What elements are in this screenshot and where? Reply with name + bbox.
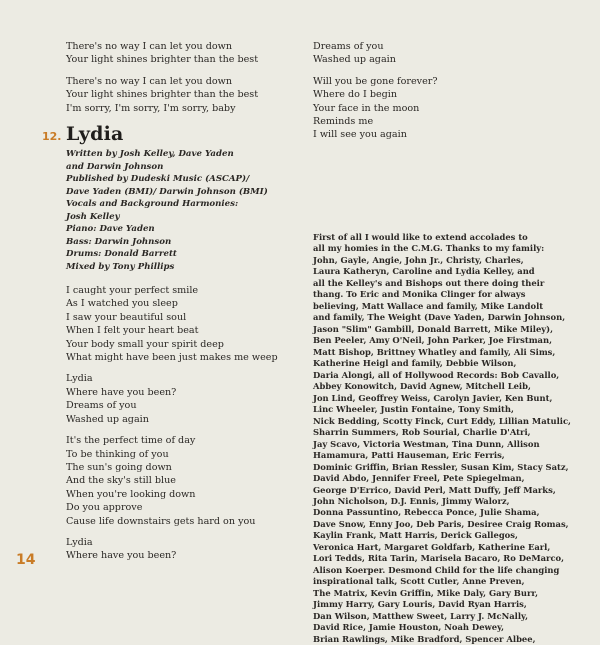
- lyric-line: There's no way I can let you down: [66, 75, 233, 87]
- thanks-line: thang. To Eric and Monika Clinger for always: [313, 289, 526, 300]
- thanks-line: Abbey Konowitch, David Agnew, Mitchell Leib,: [313, 381, 531, 392]
- thanks-line: Jason "Slim" Gambill, Donald Barrett, Mike Miley),: [313, 323, 554, 334]
- lyric-line: When you're looking down: [66, 488, 196, 500]
- credit-line: Josh Kelley: [66, 211, 120, 222]
- thanks-line: Katherine Heigl and family, Debbie Wilson,: [313, 358, 517, 369]
- thanks-line: all my homies in the C.M.G. Thanks to my family:: [313, 243, 545, 254]
- thanks-line: The Matrix, Kevin Griffin, Mike Daly, Gary Burr,: [313, 587, 539, 598]
- thank-you-notes: [313, 232, 575, 645]
- thanks-line: Jay Scavo, Victoria Westman, Tina Dunn, Allison: [313, 438, 540, 449]
- thanks-line: Laura Katheryn, Caroline and Lydia Kelley, and: [313, 266, 535, 277]
- credit-line: Dave Yaden (BMI)/ Darwin Johnson (BMI): [66, 186, 268, 197]
- lyric-line: I'm sorry, I'm sorry, I'm sorry, baby: [66, 102, 236, 114]
- credit-line: and Darwin Johnson: [66, 161, 164, 172]
- thanks-line: Brian Rawlings, Mike Bradford, Spencer Albee,: [313, 633, 536, 644]
- lyric-line: It's the perfect time of day: [66, 435, 196, 447]
- lyric-line: Your face in the moon: [313, 102, 420, 114]
- lyric-line: Your light shines brighter than the best: [66, 89, 259, 101]
- page-number: 14: [16, 552, 36, 568]
- lyric-line: I will see you again: [313, 129, 407, 141]
- thanks-line: David Abdo, Jennifer Freel, Pete Spiegelman,: [313, 473, 525, 484]
- right-column: [313, 40, 575, 645]
- lyric-line: When I felt your heart beat: [66, 325, 199, 337]
- lyric-stanza: [66, 536, 316, 563]
- lyric-line: There's no way I can let you down: [66, 41, 233, 52]
- lyrics-continued: [313, 40, 575, 142]
- thanks-line: Daria Alongi, all of Hollywood Records: Bob Cavallo,: [313, 369, 560, 380]
- thanks-line: Hamamura, Patti Hauseman, Eric Ferris,: [313, 450, 505, 461]
- lyric-line: Reminds me: [313, 116, 374, 128]
- lyric-line: Dreams of you: [313, 41, 384, 52]
- thanks-line: Linc Wheeler, Justin Fontaine, Tony Smith,: [313, 404, 514, 415]
- lyric-line: Washed up again: [66, 413, 149, 425]
- lyric-line: And the sky's still blue: [66, 475, 176, 487]
- lyric-line: Your light shines brighter than the best: [66, 54, 259, 66]
- lyrics-bottom: [66, 284, 316, 563]
- thanks-line: David Rice, Jamie Houston, Noah Dewey,: [313, 622, 505, 633]
- lyrics-top: [66, 40, 316, 115]
- credit-line: Piano: Dave Yaden: [66, 224, 155, 235]
- track-number: 12.: [42, 130, 62, 144]
- lyric-line: Lydia: [66, 536, 93, 548]
- lyric-line: As I watched you sleep: [66, 298, 178, 310]
- credit-line: Mixed by Tony Phillips: [66, 261, 175, 272]
- song-heading: [42, 123, 316, 146]
- lyric-line: Where have you been?: [66, 550, 177, 562]
- lyric-stanza: [313, 40, 575, 67]
- thanks-line: Donna Passuntino, Rebecca Ponce, Julie Shama,: [313, 507, 540, 518]
- lyric-line: Will you be gone forever?: [313, 75, 438, 87]
- lyric-line: Where do I begin: [313, 89, 398, 101]
- thanks-line: Jon Lind, Geoffrey Weiss, Carolyn Javier, Ken Bunt,: [313, 392, 553, 403]
- thanks-line: Matt Bishop, Brittney Whatley and family, Ali Sims,: [313, 346, 556, 357]
- thanks-line: Jimmy Harry, Gary Louris, David Ryan Harris,: [313, 599, 527, 610]
- thanks-line: Dave Snow, Enny Joo, Deb Paris, Desiree Craig Romas,: [313, 518, 569, 529]
- thanks-line: all the Kelley's and Bishops out there doing their: [313, 277, 545, 288]
- thanks-line: Dominic Griffin, Brian Ressler, Susan Kim, Stacy Satz,: [313, 461, 569, 472]
- song-credits: [66, 148, 316, 273]
- lyric-stanza: [66, 372, 316, 426]
- thanks-line: Lori Tedds, Rita Tarin, Marisela Bacaro, Ro DeMarco,: [313, 553, 565, 564]
- credit-line: Bass: Darwin Johnson: [66, 236, 172, 247]
- lyric-stanza: [66, 75, 316, 115]
- thanks-line: inspirational talk, Scott Cutler, Anne Preven,: [313, 576, 525, 587]
- thanks-line: Kaylin Frank, Matt Harris, Derick Gallegos,: [313, 530, 518, 541]
- lyric-stanza: [66, 284, 316, 364]
- credit-line: Drums: Donald Barrett: [66, 249, 177, 260]
- lyric-line: Washed up again: [313, 54, 396, 66]
- thanks-line: Sharrin Summers, Rob Sourial, Charlie D'Atri,: [313, 427, 531, 438]
- credit-line: Vocals and Background Harmonies:: [66, 199, 239, 210]
- lyric-line: I saw your beautiful soul: [66, 311, 187, 323]
- lyric-line: Your body small your spirit deep: [66, 338, 224, 350]
- credit-line: Published by Dudeski Music (ASCAP)/: [66, 174, 250, 185]
- lyric-line: The sun's going down: [66, 461, 172, 473]
- lyric-line: Lydia: [66, 373, 93, 385]
- lyric-stanza: [66, 40, 316, 67]
- thanks-line: George D'Errico, David Perl, Matt Duffy, Jeff Marks,: [313, 484, 556, 495]
- thanks-line: believing, Matt Wallace and family, Mike Landolt: [313, 300, 544, 311]
- lyric-line: To be thinking of you: [66, 448, 169, 460]
- left-column: [42, 40, 316, 571]
- lyric-line: Do you approve: [66, 502, 143, 514]
- thanks-line: First of all I would like to extend accolades to: [313, 231, 528, 242]
- credit-line: Written by Josh Kelley, Dave Yaden: [66, 149, 234, 160]
- lyric-stanza: [313, 75, 575, 142]
- lyric-line: Dreams of you: [66, 400, 137, 412]
- lyric-stanza: [66, 434, 316, 528]
- lyric-line: I caught your perfect smile: [66, 285, 199, 297]
- lyric-line: Where have you been?: [66, 386, 177, 398]
- thanks-line: John Nicholson, D.J. Ennis, Jimmy Walorz,: [313, 495, 510, 506]
- thanks-line: Ben Peeler, Amy O'Neil, John Parker, Joe Firstman,: [313, 335, 552, 346]
- thanks-line: Nick Bedding, Scotty Finck, Curt Eddy, Lillian Matulic,: [313, 415, 571, 426]
- thanks-line: Veronica Hart, Margaret Goldfarb, Katherine Earl,: [313, 541, 551, 552]
- lyric-line: What might have been just makes me weep: [66, 352, 278, 364]
- lyric-line: Cause life downstairs gets hard on you: [66, 515, 256, 527]
- thanks-line: and family, The Weight (Dave Yaden, Darwin Johnson,: [313, 312, 566, 323]
- thanks-line: Alison Koerper. Desmond Child for the life changing: [313, 564, 560, 575]
- thanks-line: Dan Wilson, Matthew Sweet, Larry J. McNally,: [313, 610, 528, 621]
- thanks-line: John, Gayle, Angie, John Jr., Christy, Charles,: [313, 254, 524, 265]
- song-title: Lydia: [66, 123, 124, 146]
